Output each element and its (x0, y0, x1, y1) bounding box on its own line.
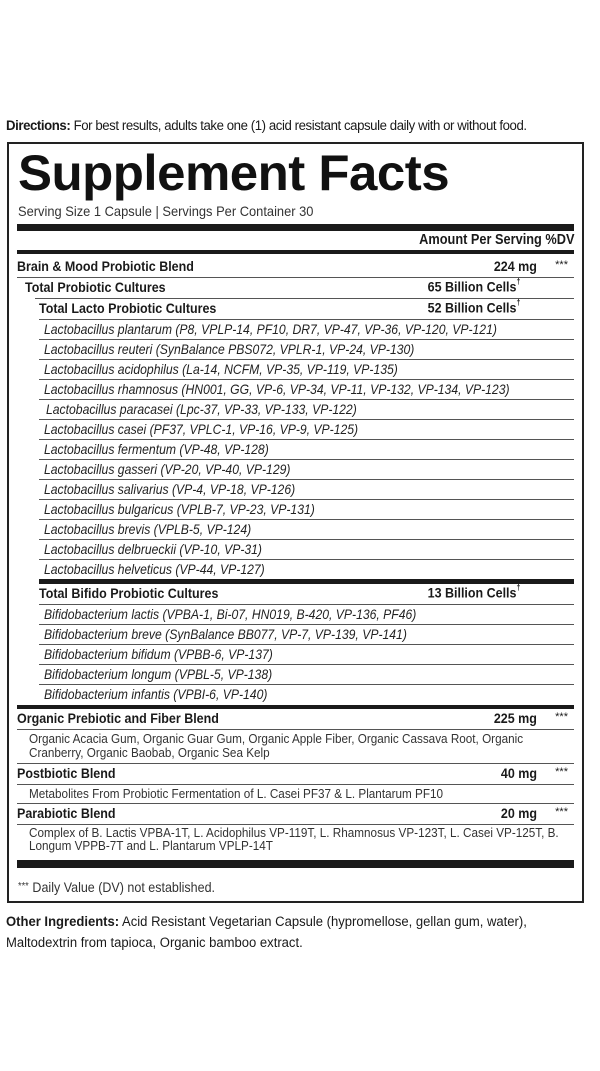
footnote-stars: *** (18, 881, 29, 892)
serving-info: Serving Size 1 Capsule | Servings Per Container 30 (18, 203, 314, 219)
header-divider (17, 250, 574, 254)
nutrient-amount: 225 mg (493, 710, 537, 727)
strain-row: Lactobacillus plantarum (P8, VPLP-14, PF10, DR7, VP-47, VP-36, VP-120, VP-121) (44, 320, 497, 337)
strain-row: Bifidobacterium breve (SynBalance BB077, VP-7, VP-139, VP-141) (44, 625, 407, 642)
nutrient-name: Total Bifido Probiotic Cultures (39, 585, 219, 602)
directions (6, 118, 555, 134)
nutrient-name: Postbiotic Blend (17, 765, 116, 782)
strain-row: Lactobacillus casei (PF37, VPLC-1, VP-16, VP-9, VP-125) (44, 420, 359, 437)
strain-row: Bifidobacterium infantis (VPBI-6, VP-140) (44, 685, 268, 702)
prebiotic-blend-row (17, 709, 537, 728)
thick-divider (17, 224, 574, 231)
nutrient-name: Brain & Mood Probiotic Blend (17, 258, 194, 275)
parabiotic-blend-row (17, 804, 537, 823)
total-lacto-row (39, 299, 520, 318)
strain-row: Lactobacillus fermentum (VP-48, VP-128) (44, 440, 269, 457)
amount-per-serving-header: Amount Per Serving %DV (418, 232, 574, 248)
brain-mood-blend-row (17, 257, 537, 276)
other-ingredients-text: Acid Resistant Vegetarian Capsule (hypromellose, gellan gum, water), Maltodextrin from tapioca, Organic bamboo extract. (6, 914, 527, 951)
directions-text: For best results, adults take one (1) acid resistant capsule daily with or without food. (70, 118, 527, 134)
strain-row: Lactobacillus bulgaricus (VPLB-7, VP-23, VP-131) (44, 500, 315, 517)
nutrient-amount: 20 mg (500, 805, 537, 822)
footnote-text: Daily Value (DV) not established. (32, 880, 216, 895)
nutrient-amount: 65 Billion Cells† (427, 277, 520, 296)
strain-row: Lactobacillus gasseri (VP-20, VP-40, VP-129) (44, 460, 291, 477)
prebiotic-description: Organic Acacia Gum, Organic Guar Gum, Organic Apple Fiber, Organic Cassava Root, Organic Cranberry, Organic Baobab, Organic Sea Kelp (29, 732, 524, 760)
nutrient-amount: 13 Billion Cells† (427, 583, 520, 602)
daily-value: *** (555, 259, 568, 271)
strain-row: Lactobacillus paracasei (Lpc-37, VP-33, VP-133, VP-122) (46, 400, 357, 417)
nutrient-name: Parabiotic Blend (17, 805, 116, 822)
postbiotic-blend-row (17, 764, 537, 783)
strain-row: Lactobacillus brevis (VPLB-5, VP-124) (44, 520, 252, 537)
footnote (18, 880, 215, 895)
nutrient-name: Organic Prebiotic and Fiber Blend (17, 710, 219, 727)
nutrient-amount: 224 mg (493, 258, 537, 275)
daily-value: *** (555, 766, 568, 778)
daily-value: *** (555, 806, 568, 818)
daily-value: *** (555, 711, 568, 723)
thick-divider (17, 860, 574, 868)
strain-row: Lactobacillus salivarius (VP-4, VP-18, VP-126) (44, 480, 296, 497)
nutrient-amount: 52 Billion Cells† (427, 298, 520, 317)
supplement-facts-panel (7, 142, 584, 903)
nutrient-name: Total Probiotic Cultures (25, 279, 166, 296)
strain-row: Bifidobacterium lactis (VPBA-1, Bi-07, HN019, B-420, VP-136, PF46) (44, 605, 417, 622)
strain-row: Bifidobacterium longum (VPBL-5, VP-138) (44, 665, 273, 682)
nutrient-name: Total Lacto Probiotic Cultures (39, 300, 217, 317)
strain-row: Lactobacillus delbrueckii (VP-10, VP-31) (44, 540, 263, 557)
divider (17, 729, 574, 730)
strain-row: Lactobacillus reuteri (SynBalance PBS072, VPLR-1, VP-24, VP-130) (44, 340, 415, 357)
divider (17, 784, 574, 785)
strain-row: Lactobacillus rhamnosus (HN001, GG, VP-6, VP-34, VP-11, VP-132, VP-134, VP-123) (44, 380, 510, 397)
panel-title: Supplement Facts (18, 145, 450, 201)
directions-label: Directions: (6, 118, 71, 134)
other-ingredients-label: Other Ingredients: (6, 914, 120, 930)
strain-row: Lactobacillus acidophilus (La-14, NCFM, VP-35, VP-119, VP-135) (44, 360, 398, 377)
strain-row: Bifidobacterium bifidum (VPBB-6, VP-137) (44, 645, 273, 662)
other-ingredients (6, 912, 595, 954)
nutrient-amount: 40 mg (500, 765, 537, 782)
total-probiotic-row (25, 278, 520, 297)
postbiotic-description: Metabolites From Probiotic Fermentation of L. Casei PF37 & L. Plantarum PF10 (29, 787, 444, 801)
strain-row: Lactobacillus helveticus (VP-44, VP-127) (44, 560, 265, 577)
total-bifido-row (39, 584, 520, 603)
parabiotic-description: Complex of B. Lactis VPBA-1T, L. Acidophilus VP-119T, L. Rhamnosus VP-123T, L. Casei VP-125T, B. Longum VPPB-7T and L. Plantarum VPLP-14T (29, 826, 559, 853)
